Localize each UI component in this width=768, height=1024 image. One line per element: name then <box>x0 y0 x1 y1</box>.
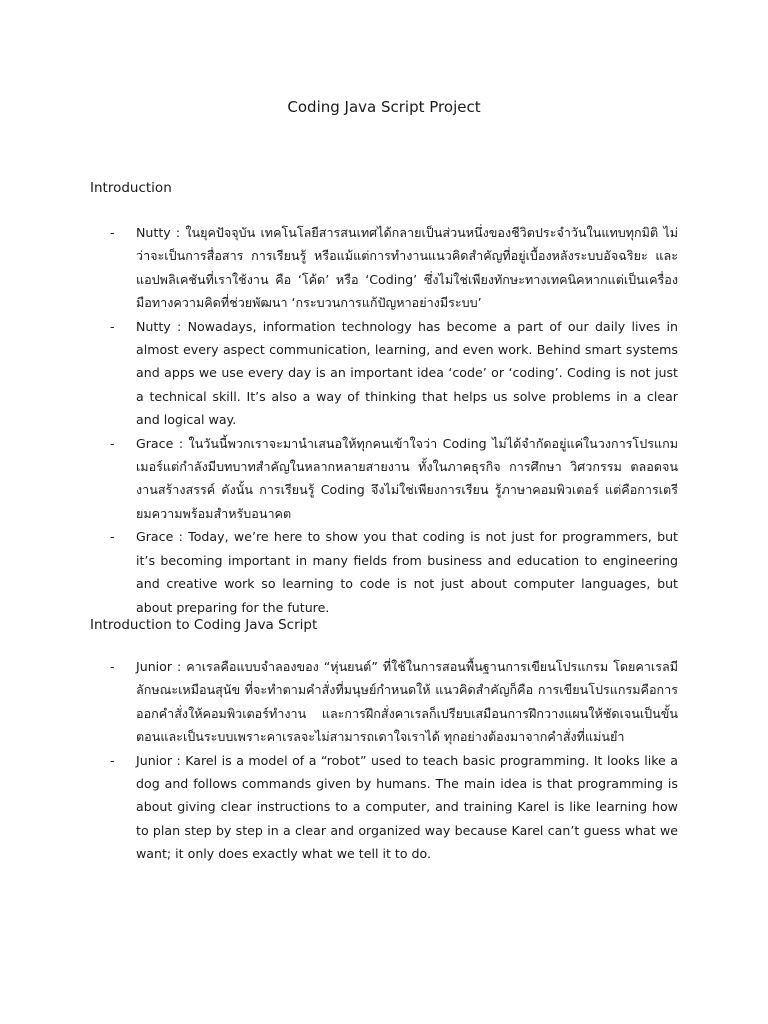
bullet-dash: - <box>110 659 115 674</box>
bullet-dash: - <box>110 752 115 768</box>
section-heading-introduction: Introduction <box>90 180 172 196</box>
list-item-text: Nutty : ในยุคปัจจุบัน เทคโนโลยีสารสนเทศได้กลายเป็นส่วนหนึ่งของชีวิตประจำวันในแทบทุกมิติ ไม่ว่าจะเป็นการสื่อสาร การเรียนรู้ หรือแม้แต่การทำงานแนวคิดสำคัญที่อยู่เบื้องหลังระบบอัจฉริยะ และแอปพลิเคชันที่เราใช้งาน คือ ‘โค้ด’ หรือ ‘Coding’ ซึ่งไม่ใช่เพียงทักษะทางเทคนิคหากแต่เป็นเครื่องมือทางความคิดที่ช่วยพัฒนา ‘กระบวนการแก้ปัญหาอย่างมีระบบ’ <box>136 225 678 311</box>
list-item-text: Junior : คาเรลคือแบบจำลองของ “หุ่นยนต์” ที่ใช้ในการสอนพื้นฐานการเขียนโปรแกรม โดยคาเรลมีลักษณะเหมือนสุนัข ที่จะทำตามคำสั่งที่มนุษย์กำหนดให้ แนวคิดสำคัญก็คือ การเขียนโปรแกรมคือการออกคำสั่งให้คอมพิวเตอร์ทำงาน และการฝึกสั่งคาเรลก็เปรียบเสมือนการฝึกวางแผนให้ชัดเจนเป็นขั้นตอนและเป็นระบบเพราะคาเรลจะไม่สามารถเดาใจเราได้ ทุกอย่างต้องมาจากคำสั่งที่แม่นยำ <box>136 659 678 745</box>
list-item-text: Junior : Karel is a model of a “robot” used to teach basic programming. It looks like a dog and follows commands given by humans. The main idea is that programming is about giving clear instructions to a computer, and training Karel is like learning how to plan step by step in a clear and organized way because Karel can’t guess what we want; it only does exactly what we tell it to do. <box>136 752 678 862</box>
list-item <box>110 315 678 432</box>
page-title: Coding Java Script Project <box>287 98 481 116</box>
list-item-text: Grace : ในวันนี้พวกเราจะมานำเสนอให้ทุกคนเข้าใจว่า Coding ไม่ได้จำกัดอยู่แค่ในวงการโปรแกมเมอร์แต่กำลังมีบทบาทสำคัญในหลากหลายสายงาน ทั้งในภาคธุรกิจ การศึกษา วิศวกรรม ตลอดจนงานสร้างสรรค์ ดังนั้น การเรียนรู้ Coding จึงไม่ใช่เพียงการเรียน รู้ภาษาคอมพิวเตอร์ แต่คือการเตรียมความพร้อมสำหรับอนาคต <box>136 435 678 521</box>
list-item <box>110 749 678 866</box>
list-item <box>110 655 678 749</box>
bullet-dash: - <box>110 225 115 240</box>
list-item-text: Grace : Today, we’re here to show you that coding is not just for programmers, but it’s becoming important in many fields from business and education to engineering and creative work so learning to code is not just about computer languages, but about preparing for the future. <box>136 529 678 615</box>
list-item <box>110 221 678 315</box>
list-item <box>110 525 678 619</box>
bullet-dash: - <box>110 318 115 334</box>
coding-java-script-list <box>110 655 678 866</box>
list-item <box>110 432 678 526</box>
list-item-text: Nutty : Nowadays, information technology has become a part of our daily lives in almost every aspect communication, learning, and even work. Behind smart systems and apps we use every day is an important idea ‘code’ or ‘coding’. Coding is not just a technical skill. It’s also a way of thinking that helps us solve problems in a clear and logical way. <box>136 318 678 428</box>
bullet-dash: - <box>110 435 115 451</box>
bullet-dash: - <box>110 529 115 545</box>
introduction-list <box>110 221 678 619</box>
section-heading-coding-java-script: Introduction to Coding Java Script <box>90 617 318 633</box>
